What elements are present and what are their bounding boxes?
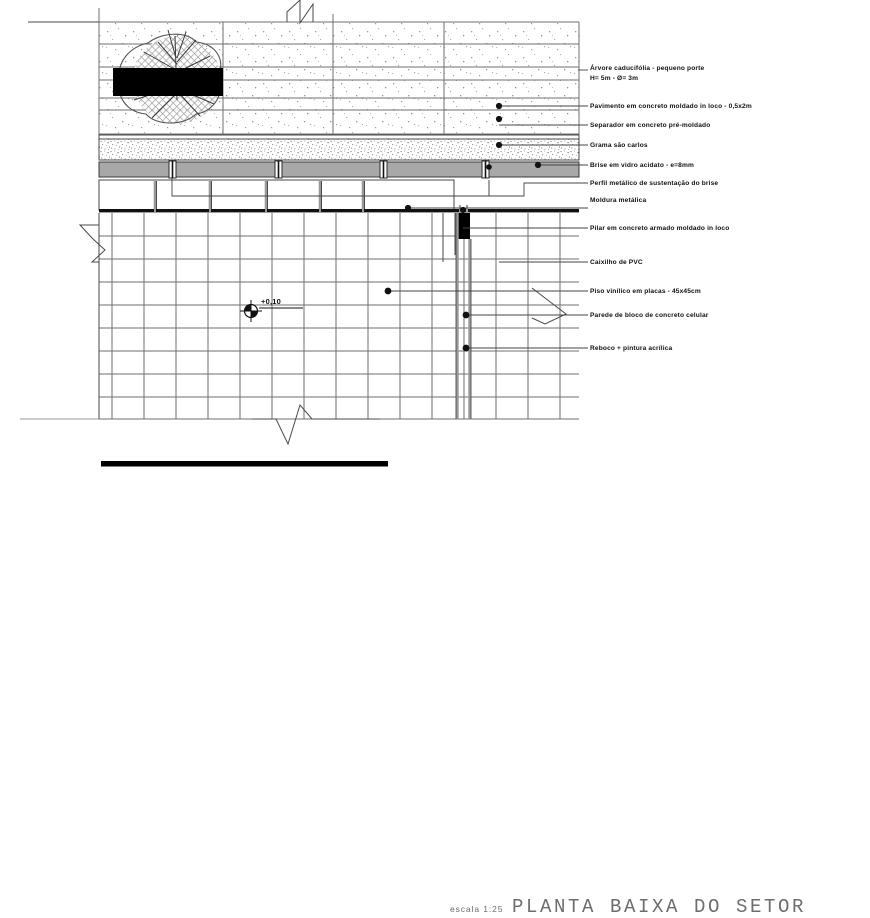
legend-item-separador <box>590 121 710 131</box>
title-block <box>0 446 870 918</box>
legend-label-caixilho: Caixilho de PVC <box>590 259 643 266</box>
legend-label-moldura: Moldura metálica <box>590 197 647 204</box>
moldura-metalica-region <box>99 180 489 210</box>
legend-label-pilar: Pilar em concreto armado moldado in loco <box>590 225 730 232</box>
legend-item-pavimento <box>590 102 752 112</box>
legend-item-perfil <box>590 179 718 189</box>
piso-vinilico-region <box>99 213 579 419</box>
scale-label: escala 1:25 <box>450 904 504 914</box>
legend-label-arvore: Árvore caducifólia - pequeno porte <box>590 65 705 72</box>
legend-label-reboco: Reboco + pintura acrílica <box>590 345 673 352</box>
legend-item-parede <box>590 311 708 321</box>
legend-sublabel-arvore: H= 5m - Ø= 3m <box>590 74 639 82</box>
pilar-concreto-armado <box>457 213 470 239</box>
legend-item-arvore <box>590 64 704 83</box>
legend-item-caixilho <box>590 258 643 268</box>
page-title: PLANTA BAIXA DO SETOR <box>512 896 807 918</box>
legend-item-brise <box>590 161 694 171</box>
legend-item-piso <box>590 287 701 297</box>
legend-item-grama <box>590 141 648 151</box>
legend-label-grama: Grama são carlos <box>590 142 648 149</box>
legend-label-piso: Piso vinílico em placas - 45x45cm <box>590 288 701 295</box>
elemento-solido-preto <box>113 68 223 96</box>
faixa-grama-region <box>99 139 579 160</box>
legend-label-parede: Parede de bloco de concreto celular <box>590 312 709 319</box>
legend-annotations <box>590 0 870 488</box>
separador-concreto-region <box>99 135 579 139</box>
legend-label-separador: Separador em concreto pré-moldado <box>590 122 711 129</box>
legend-item-reboco <box>590 344 672 354</box>
legend-item-moldura <box>590 196 646 206</box>
brise-vidro-region <box>99 161 579 178</box>
legend-item-pilar <box>590 224 729 234</box>
level-marker-value: +0,10 <box>261 297 281 306</box>
legend-label-perfil: Perfil metálico de sustentação do brise <box>590 180 719 187</box>
legend-label-pavimento: Pavimento em concreto moldado in loco - 0,5x2m <box>590 103 752 110</box>
legend-label-brise: Brise em vidro acidato - e=8mm <box>590 162 694 169</box>
